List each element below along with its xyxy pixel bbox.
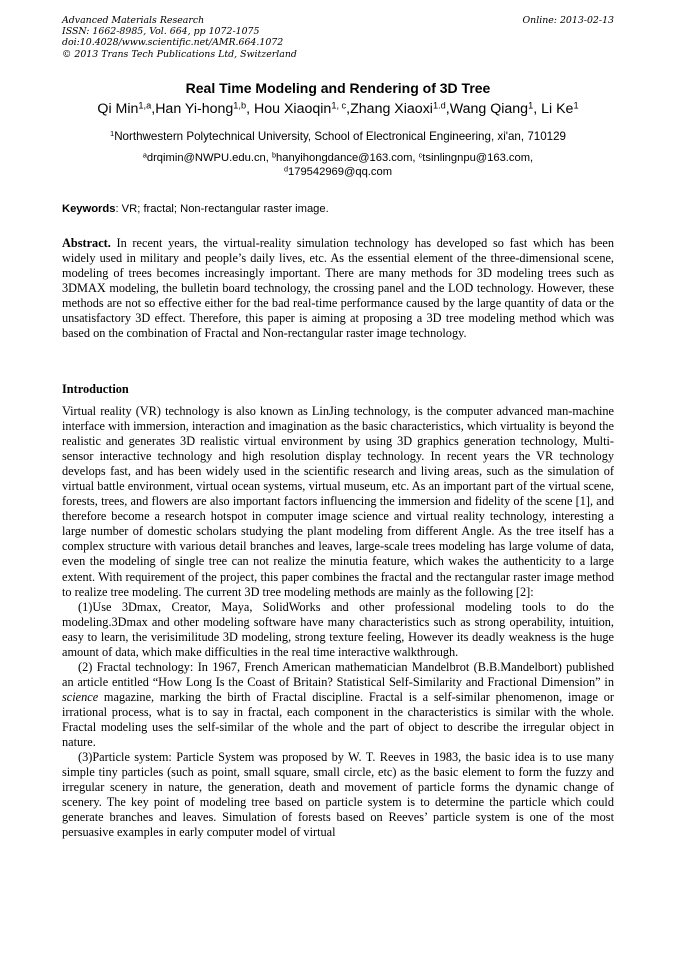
introduction-body xyxy=(62,404,614,840)
author-name: Li Ke xyxy=(541,101,574,117)
author-name: Hou Xiaoqin xyxy=(254,101,332,117)
author-emails xyxy=(62,151,614,179)
email-mark: a xyxy=(142,150,147,160)
email-mark: d xyxy=(283,164,288,174)
paper-title: Real Time Modeling and Rendering of 3D Tree xyxy=(185,80,491,96)
paragraph-text: (2) Fractal technology: In 1967, French American mathematician Mandelbrot (B.B.Mandelbort) published an article entitled “How Long Is the Coast of Britain? Statistical Self-Similarity and Fractional Dimension” in xyxy=(62,659,614,689)
paragraph: (3)Particle system: Particle System was proposed by W. T. Reeves in 1983, the basic idea is to use many simple tiny particles (such as point, small square, small circle, etc) as the basic element to form the fuzzy and irregular scenery in nature, the generation, death and movement of particle forms the dynamic change of scenery. The key point of modeling tree based on particle system is to determine the particle which could generate branches and leaves. Simulation of forests based on Reeves’ particle system is one of the most persuasive examples in early computer model of virtual xyxy=(62,750,614,840)
email-address[interactable]: tsinlingnpu@163.com, xyxy=(422,152,534,164)
author-name: Han Yi-hong xyxy=(155,101,234,117)
journal-name: Advanced Materials Research xyxy=(62,15,205,26)
email-address[interactable]: 179542969@qq.com xyxy=(288,166,393,178)
author-affil-mark: 1 xyxy=(573,100,579,111)
keywords xyxy=(62,203,614,215)
email-mark: b xyxy=(272,150,277,160)
abstract-text: In recent years, the virtual-reality simulation technology has developed so fast which has been widely used in military and people’s daily lives, etc. As the essential element of the three-dimensional scene, modeling of trees becomes increasingly important. There are many methods for 3D modeling trees such as 3DMAX modeling, the bulletin board technology, the crossing panel and the LOD technology. However, these methods are not so effective either for the bad real-time performance caused by the large quantity of data or the unsatisfactory 3D effect. Therefore, this paper is aiming at proposing a 3D tree modeling method which was based on the combination of Fractal and Non-rectangular raster image technology. xyxy=(62,236,614,341)
author-affil-mark: 1.d xyxy=(432,100,446,111)
online-date: Online: 2013-02-13 xyxy=(522,15,614,26)
keywords-text: : VR; fractal; Non-rectangular raster image. xyxy=(115,203,329,215)
affiliation xyxy=(62,130,614,143)
journal-header xyxy=(62,15,614,60)
issn-line: ISSN: 1662-8985, Vol. 664, pp 1072-1075 xyxy=(62,26,260,38)
affiliation-mark: 1 xyxy=(109,129,115,139)
section-heading-introduction: Introduction xyxy=(62,382,129,396)
doi-line[interactable]: doi:10.4028/www.scientific.net/AMR.664.1072 xyxy=(62,37,284,49)
author-name: Zhang Xiaoxi xyxy=(350,101,433,117)
paragraph: (1)Use 3Dmax, Creator, Maya, SolidWorks and other professional modeling tools to do the modeling.3Dmax and other modeling software have many characteristics such as strong operability, intuition, easy to learn, the verisimilitude 3D modeling, strong texture feeling, However its deadly weakness is the huge amount of data, which make difficulties in the real time interactive walkthrough. xyxy=(62,599,614,659)
copyright-line: © 2013 Trans Tech Publications Ltd, Switzerland xyxy=(62,48,297,60)
author-name: Wang Qiang xyxy=(449,101,529,117)
keywords-label: Keywords xyxy=(62,203,116,215)
abstract xyxy=(62,236,614,341)
email-mark: c xyxy=(418,150,423,160)
paragraph: Virtual reality (VR) technology is also known as LinJing technology, is the computer advanced man-machine interface with immersion, interaction and imagination as the basic characteristics, which virtuality is beyond the realistic and generates 3D realistic virtual environment by using 3D graphics generation technology, Multi-sensor interactive technology and high resolution display technology. In recent years the VR technology develops fast, and has been widely used in the scientific research and living areas, such as the simulation of virtual battle environment, virtual ocean systems, virtual museum, etc. As an important part of the virtual scene, forests, trees, and flowers are also important factors influencing the immersion and fidelity of the scene [1], and therefore become a research hotspot in computer image science and virtual reality technology, interesting a large number of domestic scholars studying the plant modeling from different Angle. As the tree itself has a complex structure with various detail branches and leaves, large-scale trees modeling has large volume of data, even the modeling of single tree can not realize the minutia feature, which wakes the authenticity to a large extent. With requirement of the project, this paper combines the fractal and the rectangular raster image method to realize tree modeling. The current 3D tree modeling methods are mainly as the following [2]: xyxy=(62,404,614,599)
author-list: Qi Min$^{1,a}$,Han Yi-hong$^{1,b}$, Hou Xiaoqin$^{1, c}$,Zhang Xiaoxi$^{1.d}$,Wang Qiang$^1$, Li Ke$^1$ xyxy=(97,100,579,117)
author-affil-mark: 1,a xyxy=(138,100,152,111)
author-affil-mark: 1,b xyxy=(233,100,247,111)
paragraph-text: magazine, marking the birth of Fractal discipline. Fractal is a self-similar phenomenon, image or irrational process, what is to say in fractal, each component in the characteristics is similar with the whole. Fractal modeling uses the self-similar of the whole and the part of object to describe the irregular object in nature. xyxy=(62,689,614,750)
emphasis-text: science xyxy=(62,689,99,704)
author-affil-mark: 1 xyxy=(528,100,534,111)
email-address[interactable]: hanyihongdance@163.com, xyxy=(276,152,416,164)
paragraph xyxy=(62,660,614,750)
author-name: Qi Min xyxy=(97,101,139,117)
email-address[interactable]: drqimin@NWPU.edu.cn, xyxy=(146,152,269,164)
author-affil-mark: 1, c xyxy=(331,100,347,111)
abstract-label: Abstract. xyxy=(62,236,111,250)
affiliation-text: Northwestern Polytechnical University, School of Electronical Engineering, xi'an, 710129 xyxy=(114,130,567,143)
